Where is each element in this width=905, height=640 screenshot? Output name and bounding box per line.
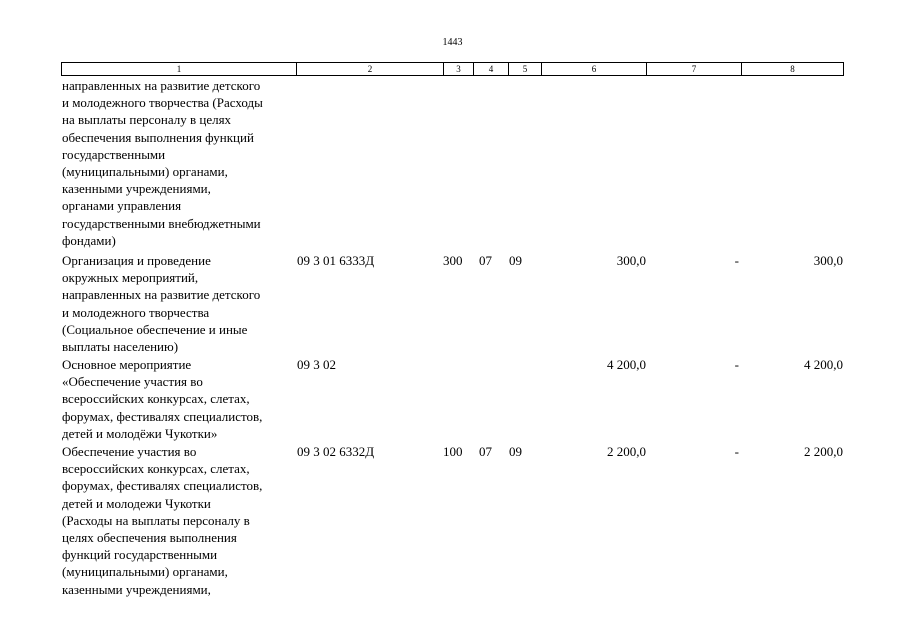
header-col-2: 2 xyxy=(297,63,444,75)
name-line: направленных на развитие детского xyxy=(62,287,261,303)
name-line: обеспечения выполнения функций xyxy=(62,129,254,145)
name-line: государственными внебюджетными xyxy=(62,215,261,231)
row-code: 09 3 01 6333Д xyxy=(297,253,375,268)
row-name xyxy=(62,356,296,442)
header-col-1: 1 xyxy=(62,63,297,75)
row-col-6: 300,0 xyxy=(616,253,646,268)
row-code: 09 3 02 6332Д xyxy=(297,444,375,459)
name-line: фондами) xyxy=(62,232,116,248)
name-line: функций государственными xyxy=(62,547,218,563)
row-col-4: 07 xyxy=(479,444,492,459)
name-line: государственными xyxy=(62,146,166,162)
row-col-3: 300 xyxy=(443,253,463,268)
name-line: форумах, фестивалях специалистов, xyxy=(62,408,263,424)
name-line: Организация и проведение xyxy=(62,253,211,268)
row-col-7: - xyxy=(734,444,739,459)
row-col-8: 300,0 xyxy=(813,253,843,268)
name-line: (муниципальными) органами, xyxy=(62,564,228,580)
name-line: органами управления xyxy=(62,198,182,214)
header-col-8: 8 xyxy=(790,64,795,74)
row-code: 09 3 02 xyxy=(297,357,336,372)
row-col-4: 07 xyxy=(479,253,492,268)
row-col-7: - xyxy=(734,253,739,268)
page-number: 1443 xyxy=(442,37,463,48)
table-header-row xyxy=(61,62,844,76)
row-col-8: 2 200,0 xyxy=(804,444,843,459)
continuation-name xyxy=(62,77,296,249)
row-col-6: 4 200,0 xyxy=(607,357,646,372)
row-col-5: 09 xyxy=(509,444,522,459)
name-line: выплаты населению) xyxy=(62,339,179,355)
name-line: на выплаты персоналу в целях xyxy=(62,112,232,128)
name-line: (Расходы на выплаты персоналу в xyxy=(62,512,250,528)
name-line: Основное мероприятие xyxy=(62,357,192,372)
name-line: направленных на развитие детского xyxy=(62,78,261,93)
name-line: (Социальное обеспечение и иные xyxy=(62,321,248,337)
row-col-8: 4 200,0 xyxy=(804,357,843,372)
header-col-3: 3 xyxy=(444,63,474,75)
header-col-4: 4 xyxy=(474,63,509,75)
header-col-7: 7 xyxy=(647,63,742,75)
header-col-6: 6 xyxy=(542,63,647,75)
name-line: детей и молодёжи Чукотки» xyxy=(62,425,218,441)
name-line: казенными учреждениями, xyxy=(62,181,211,197)
name-line: форумах, фестивалях специалистов, xyxy=(62,478,263,494)
name-line: детей и молодежи Чукотки xyxy=(62,495,211,511)
name-line: целях обеспечения выполнения xyxy=(62,530,237,546)
header-col-5: 5 xyxy=(509,63,542,75)
name-line: (муниципальными) органами, xyxy=(62,164,228,180)
row-name xyxy=(62,443,296,598)
name-line: «Обеспечение участия во xyxy=(62,374,203,390)
name-line: окружных мероприятий, xyxy=(62,270,199,286)
row-name xyxy=(62,252,296,355)
name-line: казенными учреждениями, xyxy=(62,581,211,597)
row-col-5: 09 xyxy=(509,253,522,268)
name-line: Обеспечение участия во xyxy=(62,444,197,459)
name-line: и молодежного творчества xyxy=(62,304,210,320)
name-line: всероссийских конкурсах, слетах, xyxy=(62,461,250,477)
name-line: всероссийских конкурсах, слетах, xyxy=(62,391,250,407)
row-col-6: 2 200,0 xyxy=(607,444,646,459)
row-col-7: - xyxy=(734,357,739,372)
name-line: и молодежного творчества (Расходы xyxy=(62,95,263,111)
row-col-3: 100 xyxy=(443,444,463,459)
